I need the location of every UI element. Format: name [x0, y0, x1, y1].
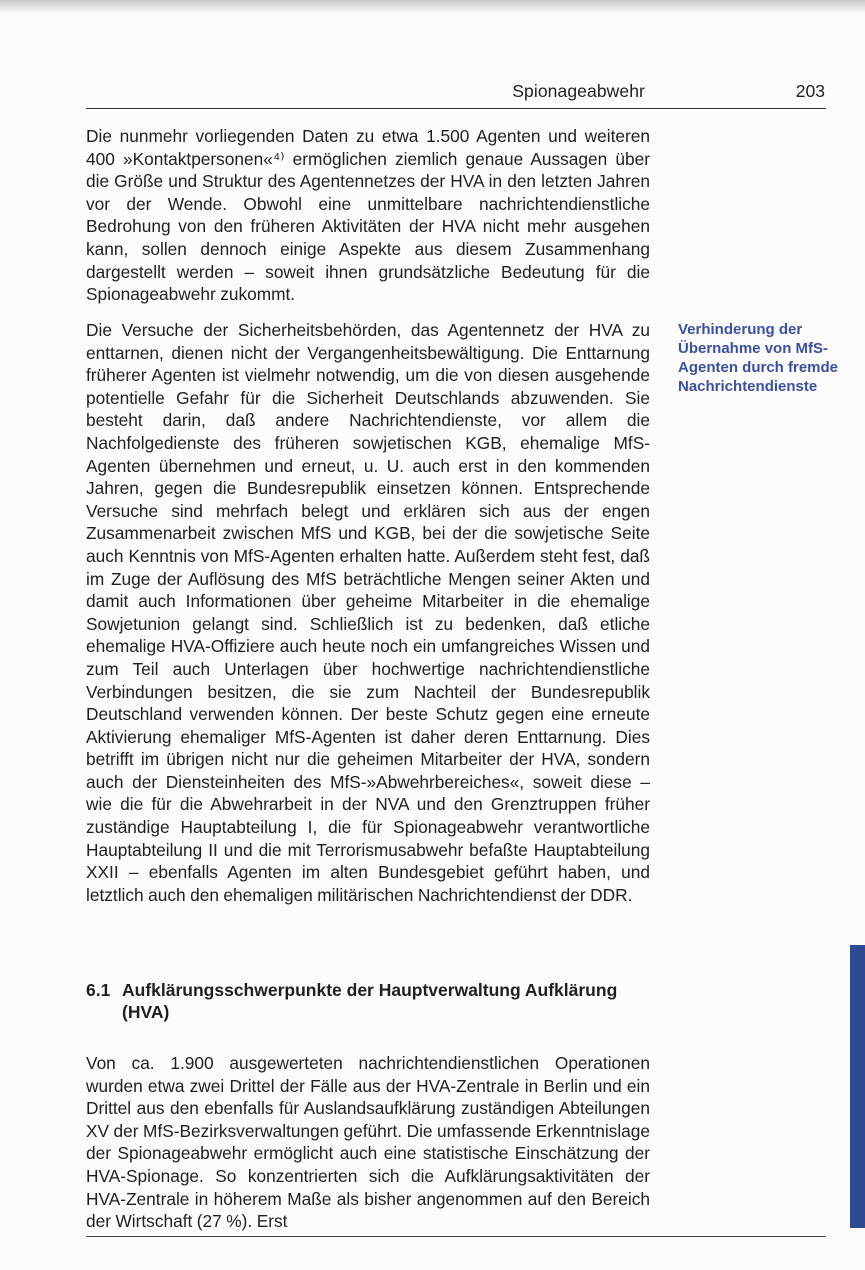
section-number: 6.1 — [86, 980, 111, 1000]
chapter-thumb-tab — [850, 945, 865, 1228]
section-heading — [86, 979, 626, 1023]
paragraph-agent-data: Die nunmehr vorliegenden Daten zu etwa 1.500 Agenten und weiteren 400 »Kontaktpersonen«⁴⁾ ermöglichen ziemlich genaue Aussagen über die Größe und Struktur des Agentennetzes der HVA in den letzten Jahren vor der Wende. Obwohl eine unmittelbare nachrichtendienstliche Bedrohung von den früheren Aktivitäten der HVA nicht mehr ausgehen kann, sollen dennoch einige Aspekte aus diesem Zusammenhang dargestellt werden – soweit ihnen grundsätzliche Bedeutung für die Spionageabwehr zukommt. — [86, 126, 650, 305]
header-rule — [86, 108, 826, 109]
scan-shadow-edge — [0, 0, 865, 13]
paragraph-operations-statistics: Von ca. 1.900 ausgewerteten nachrichtendienstlichen Operationen wurden etwa zwei Drittel der Fälle aus der HVA-Zentrale in Berlin und ein Drittel aus den ebenfalls für Auslandsaufklärung zuständigen Abteilungen XV der MfS-Bezirksverwaltungen geführt. Die umfassende Erkenntnislage der Spionageabwehr ermöglicht auch eine statistische Einschätzung der HVA-Spionage. So konzentrierten sich die Aufklärungsaktivitäten der HVA-Zentrale in höherem Maße als bisher angenommen auf den Bereich der Wirtschaft (27 %). Erst — [86, 1053, 650, 1232]
margin-note: Verhinderung der Übernahme von MfS-Agenten durch fremde Nachrichtendienste — [678, 321, 839, 395]
footer-rule — [86, 1236, 826, 1237]
page-number: 203 — [795, 81, 825, 101]
running-header-title: Spionageabwehr — [512, 81, 645, 101]
section-title: Aufklärungsschwerpunkte der Hauptverwaltung Aufklärung (HVA) — [122, 980, 618, 1022]
paragraph-unmasking-agents: Die Versuche der Sicherheitsbehörden, das Agentennetz der HVA zu enttarnen, dienen nicht der Vergangenheitsbewältigung. Die Enttarnung früherer Agenten ist vielmehr notwendig, um die von diesen ausgehende potentielle Gefahr für die Sicherheit Deutschlands abzuwenden. Sie besteht darin, daß andere Nachrichtendienste, vor allem die Nachfolgedienste des früheren sowjetischen KGB, ehemalige MfS-Agenten übernehmen und erneut, u. U. auch erst in den kommenden Jahren, gegen die Bundesrepublik einsetzen können. Entsprechende Versuche sind mehrfach belegt und erklären sich aus der engen Zusammenarbeit zwischen MfS und KGB, bei der die sowjetische Seite auch Kenntnis von MfS-Agenten erhalten hatte. Außerdem steht fest, daß im Zuge der Auflösung des MfS beträchtliche Mengen seiner Akten und damit auch Informationen über geheime Mitarbeiter in die ehemalige Sowjetunion gelangt sind. Schließlich ist zu bedenken, daß etliche ehemalige HVA-Offiziere auch heute noch ein umfangreiches Wissen und zum Teil auch Unterlagen über hochwertige nachrichtendienstliche Verbindungen besitzen, die sie zum Nachteil der Bundesrepublik Deutschland verwenden können. Der beste Schutz gegen eine erneute Aktivierung ehemaliger MfS-Agenten ist daher deren Enttarnung. Dies betrifft im übrigen nicht nur die geheimen Mitarbeiter der HVA, sondern auch der Diensteinheiten des MfS-»Abwehrbereiches«, soweit diese – wie die für die Abwehrarbeit in der NVA und den Grenztruppen früher zuständige Hauptabteilung I, die für Spionageabwehr verantwortliche Hauptabteilung II und die mit Terrorismusabwehr befaßte Hauptabteilung XXII – ebenfalls Agenten im alten Bundesgebiet geführt haben, und letztlich auch den ehemaligen militärischen Nachrichtendienst der DDR. — [86, 320, 650, 905]
